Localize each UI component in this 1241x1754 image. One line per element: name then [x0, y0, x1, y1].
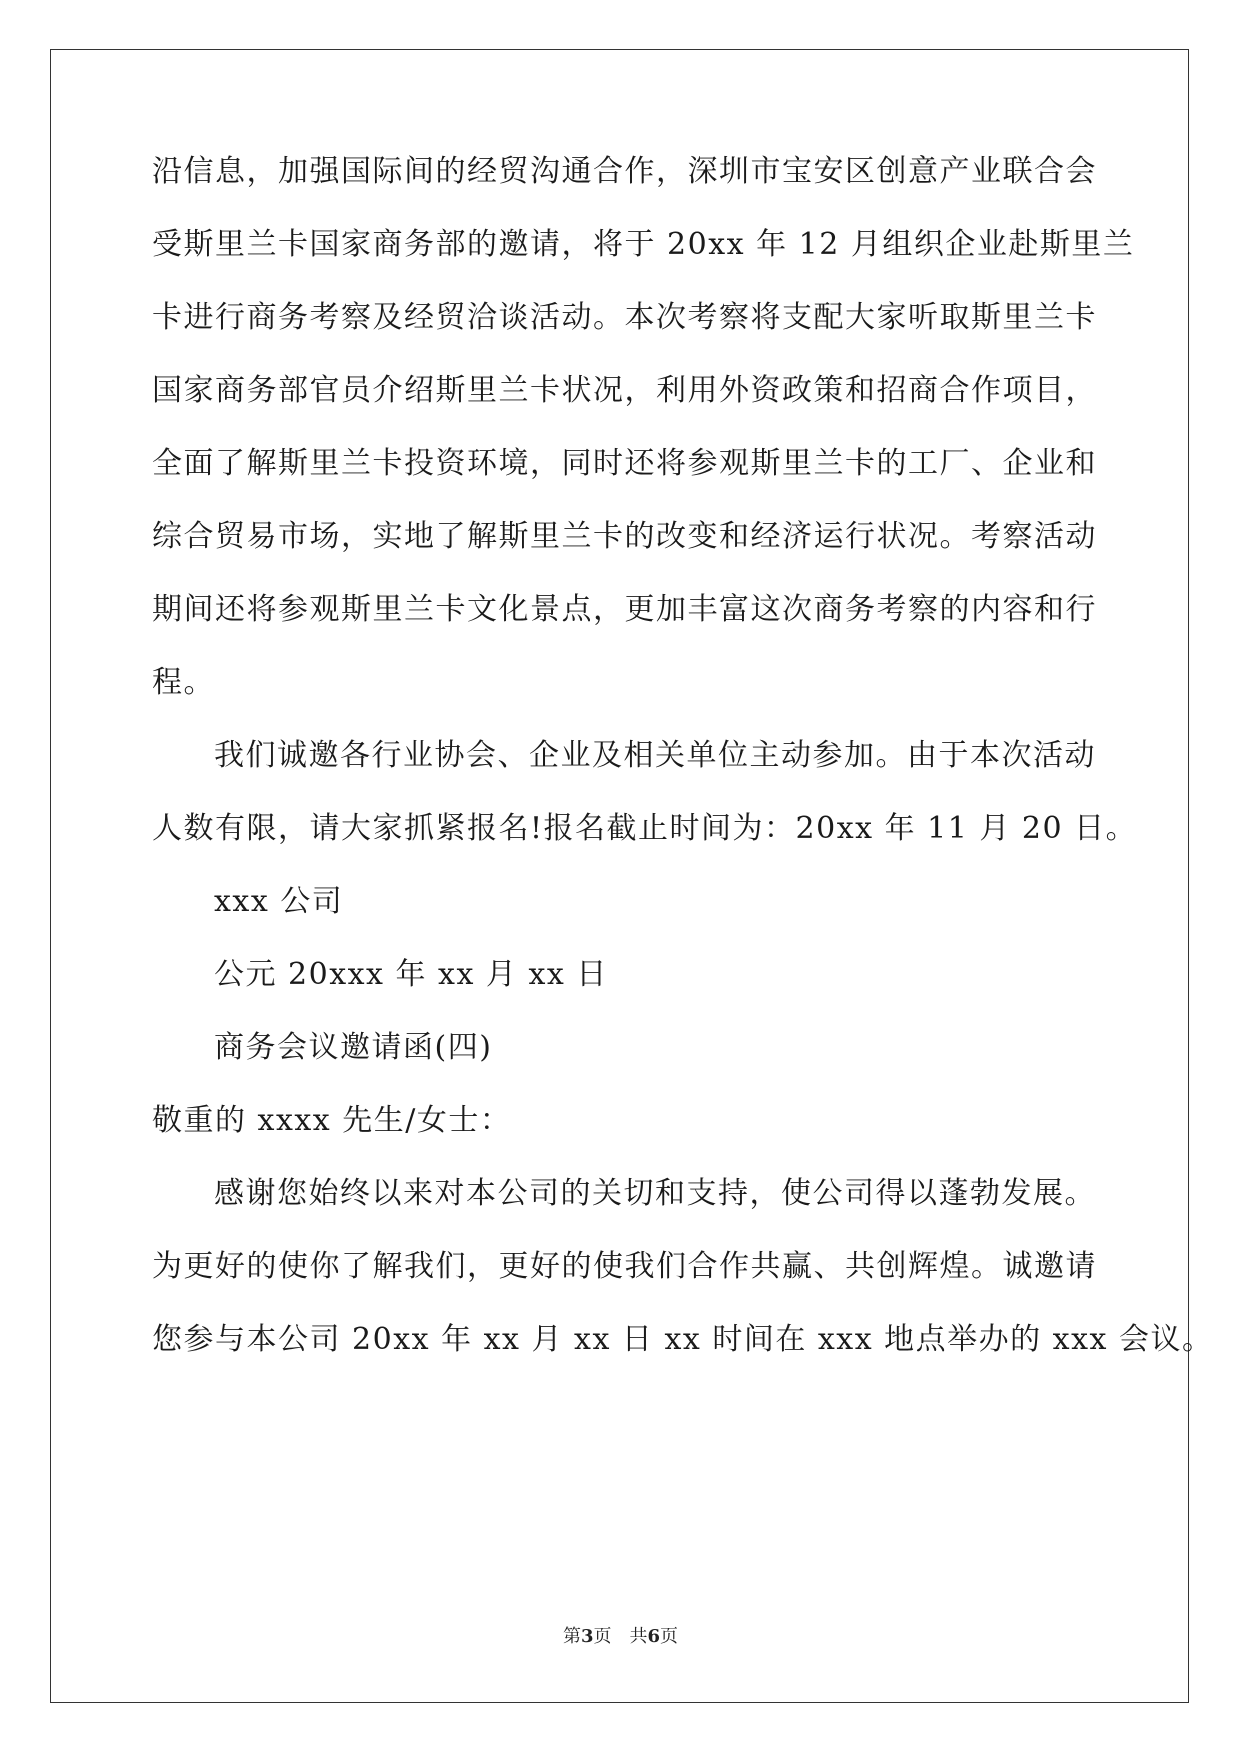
body-text-line: 受斯里兰卡国家商务部的邀请，将于 20xx 年 12 月组织企业赴斯里兰 [152, 227, 1135, 262]
paragraph-start-line: 感谢您始终以来对本公司的关切和支持，使公司得以蓬勃发展。 [214, 1176, 1096, 1211]
body-text-line: 综合贸易市场，实地了解斯里兰卡的改变和经济运行状况。考察活动 [152, 519, 1097, 554]
body-text-line: 为更好的使你了解我们，更好的使我们合作共赢、共创辉煌。诚邀请 [152, 1249, 1097, 1284]
body-text-line: 沿信息，加强国际间的经贸沟通合作，深圳市宝安区创意产业联合会 [152, 154, 1097, 189]
page-mid: 页 共 [593, 1626, 648, 1647]
current-page-number: 3 [580, 1626, 594, 1647]
body-text-line: 期间还将参观斯里兰卡文化景点，更加丰富这次商务考察的内容和行 [152, 592, 1097, 627]
total-page-number: 6 [647, 1626, 661, 1647]
body-text-line: 卡进行商务考察及经贸洽谈活动。本次考察将支配大家听取斯里兰卡 [152, 300, 1097, 335]
body-text-line: 全面了解斯里兰卡投资环境，同时还将参观斯里兰卡的工厂、企业和 [152, 446, 1097, 481]
page-suffix: 页 [660, 1626, 679, 1647]
body-text-line: 您参与本公司 20xx 年 xx 月 xx 日 xx 时间在 xxx 地点举办的 xxx 会议。 [152, 1322, 1214, 1357]
signature-date: 公元 20xxx 年 xx 月 xx 日 [214, 957, 608, 992]
body-text-line: 人数有限，请大家抓紧报名!报名截止时间为：20xx 年 11 月 20 日。 [152, 811, 1138, 846]
page-number-footer [0, 1625, 1241, 1649]
body-text-line: 国家商务部官员介绍斯里兰卡状况，利用外资政策和招商合作项目， [152, 373, 1097, 408]
salutation: 敬重的 xxxx 先生/女士： [152, 1103, 512, 1138]
company-signature: xxx 公司 [214, 884, 344, 919]
page-prefix: 第 [562, 1626, 581, 1647]
body-text-line: 程。 [152, 665, 215, 700]
paragraph-start-line: 我们诚邀各行业协会、企业及相关单位主动参加。由于本次活动 [214, 738, 1096, 773]
section-heading: 商务会议邀请函(四) [214, 1030, 493, 1065]
